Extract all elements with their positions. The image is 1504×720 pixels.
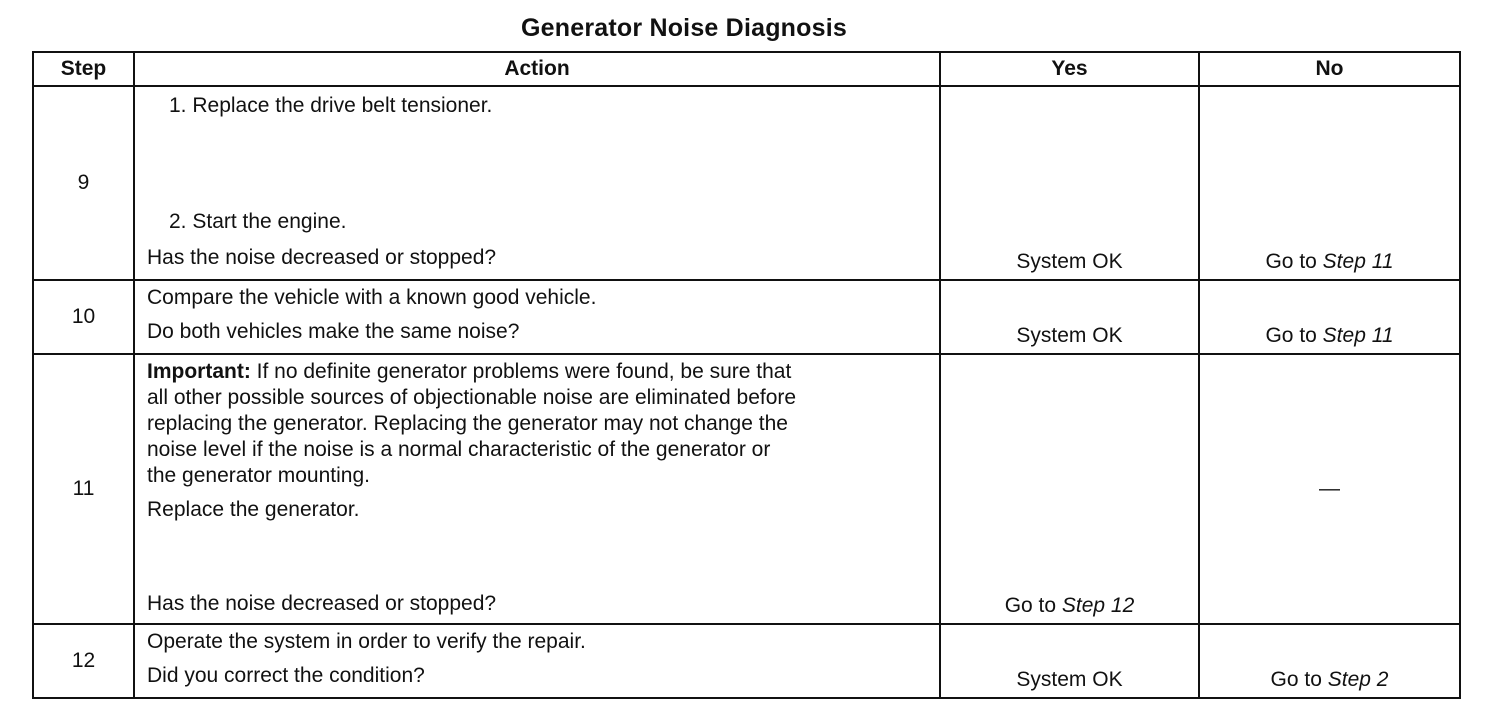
action-text: Compare the vehicle with a known good vehicle.: [147, 286, 597, 309]
important-note: Important: If no definite generator problems were found, be sure that all other possible sources of objectionable noise are eliminated before replacing the generator. Replacing the generator may not change the noise level if the noise is a normal characteristic of the generator or the generator mounting.: [147, 360, 797, 487]
no-cell: [1199, 624, 1460, 698]
step-link: Step 11: [1322, 324, 1394, 347]
step-number: 12: [33, 624, 134, 698]
no-cell: [1199, 280, 1460, 354]
header-yes: Yes: [940, 52, 1199, 86]
action-question: Has the noise decreased or stopped?: [147, 246, 497, 269]
step-link: Step 2: [1327, 668, 1389, 691]
no-cell: [1199, 86, 1460, 280]
yes-cell: [940, 280, 1199, 354]
action-cell: [134, 624, 940, 698]
table-header-row: [33, 52, 1460, 86]
step-number: 11: [33, 354, 134, 624]
action-question: Do both vehicles make the same noise?: [147, 320, 520, 343]
table-row: [33, 86, 1460, 280]
yes-result: System OK: [1016, 250, 1123, 273]
header-action: Action: [134, 52, 940, 86]
action-item: 1. Replace the drive belt tensioner.: [169, 94, 493, 117]
action-cell: [134, 354, 940, 624]
yes-cell: [940, 354, 1199, 624]
diagnosis-table: [32, 51, 1461, 699]
important-label: Important:: [147, 360, 251, 383]
yes-cell: [940, 624, 1199, 698]
table-row: [33, 354, 1460, 624]
header-no: No: [1199, 52, 1460, 86]
action-question: Did you correct the condition?: [147, 664, 425, 687]
action-cell: [134, 86, 940, 280]
no-result: Go to Step 11: [1265, 324, 1394, 347]
action-cell: [134, 280, 940, 354]
action-text: Replace the generator.: [147, 498, 360, 521]
yes-result: System OK: [1016, 324, 1123, 347]
step-link: Step 11: [1322, 250, 1394, 273]
page-title: Generator Noise Diagnosis: [521, 14, 847, 42]
no-result: Go to Step 2: [1270, 668, 1389, 691]
step-number: 9: [33, 86, 134, 280]
no-result: Go to Step 11: [1265, 250, 1394, 273]
action-question: Has the noise decreased or stopped?: [147, 592, 497, 615]
table-row: [33, 624, 1460, 698]
table-row: [33, 280, 1460, 354]
header-step: Step: [33, 52, 134, 86]
step-number: 10: [33, 280, 134, 354]
yes-cell: [940, 86, 1199, 280]
action-item: 2. Start the engine.: [169, 210, 347, 233]
yes-result: System OK: [1016, 668, 1123, 691]
step-link: Step 12: [1061, 594, 1135, 617]
action-text: Operate the system in order to verify the repair.: [147, 630, 586, 653]
yes-result: Go to Step 12: [1004, 594, 1135, 617]
not-applicable-dash: —: [1319, 477, 1340, 500]
no-cell: [1199, 354, 1460, 624]
